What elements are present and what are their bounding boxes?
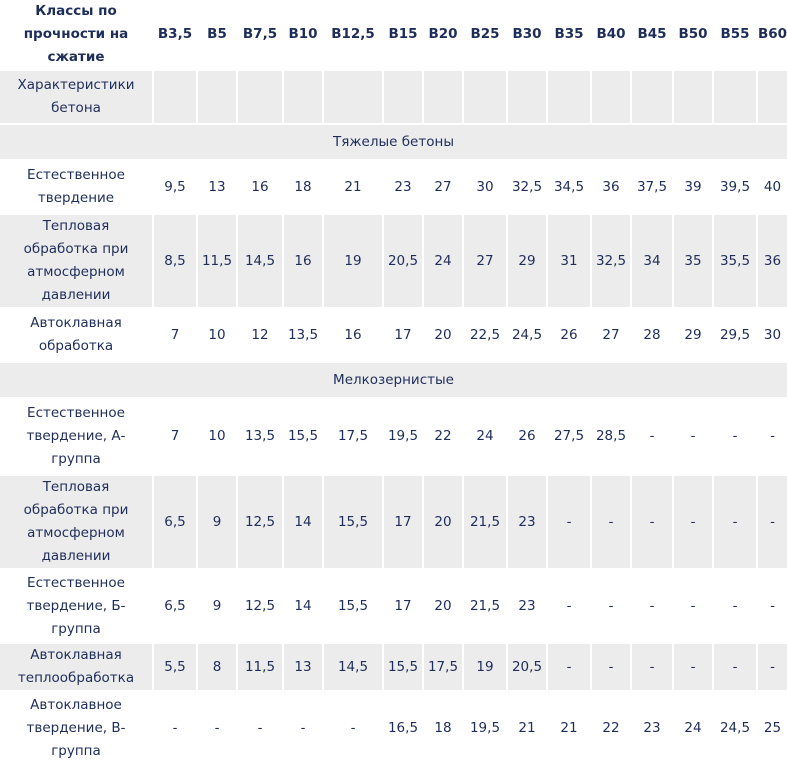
value-cell: - — [758, 644, 787, 690]
row-label: Тепловая обработка при атмосферном давлении — [0, 215, 152, 307]
row-label: Естественное твердение, Б-группа — [0, 570, 152, 642]
value-cell: 17 — [384, 570, 422, 642]
section-row-fine — [0, 363, 787, 397]
value-cell: 15,5 — [384, 644, 422, 690]
row-label: Автоклавная теплообработка — [0, 644, 152, 690]
value-cell: - — [632, 476, 672, 568]
header-class: B35 — [548, 0, 590, 69]
value-cell: 19 — [464, 644, 506, 690]
value-cell: 29 — [674, 309, 712, 361]
value-cell: 21 — [548, 692, 590, 764]
value-cell: - — [154, 692, 196, 764]
empty-cell — [714, 71, 756, 123]
value-cell: 10 — [198, 399, 236, 474]
value-cell: 16 — [324, 309, 382, 361]
value-cell: 20 — [424, 570, 462, 642]
value-cell: 17,5 — [424, 644, 462, 690]
value-cell: 16 — [284, 215, 322, 307]
value-cell: 15,5 — [284, 399, 322, 474]
value-cell: 27,5 — [548, 399, 590, 474]
value-cell: 29,5 — [714, 309, 756, 361]
value-cell: 24 — [464, 399, 506, 474]
value-cell: 13 — [284, 644, 322, 690]
value-cell: 20,5 — [508, 644, 546, 690]
value-cell: 37,5 — [632, 161, 672, 213]
empty-cell — [592, 71, 630, 123]
value-cell: 28,5 — [592, 399, 630, 474]
value-cell: 12,5 — [238, 570, 282, 642]
value-cell: 16,5 — [384, 692, 422, 764]
header-class: B40 — [592, 0, 630, 69]
value-cell: 12 — [238, 309, 282, 361]
value-cell: 32,5 — [592, 215, 630, 307]
value-cell: 20,5 — [384, 215, 422, 307]
row-label: Тепловая обработка при атмосферном давлении — [0, 476, 152, 568]
value-cell: 24,5 — [714, 692, 756, 764]
value-cell: 9,5 — [154, 161, 196, 213]
value-cell: - — [548, 476, 590, 568]
value-cell: 9 — [198, 570, 236, 642]
empty-cell — [632, 71, 672, 123]
row-label: Автоклавное твердение, В-группа — [0, 692, 152, 764]
value-cell: 34,5 — [548, 161, 590, 213]
row-label: Естественное твердение, А-группа — [0, 399, 152, 474]
header-class: B3,5 — [154, 0, 196, 69]
value-cell: - — [632, 570, 672, 642]
value-cell: 36 — [758, 215, 787, 307]
empty-cell — [674, 71, 712, 123]
value-cell: 26 — [508, 399, 546, 474]
empty-cell — [324, 71, 382, 123]
table-row — [0, 161, 787, 213]
value-cell: - — [674, 399, 712, 474]
value-cell: 21,5 — [464, 570, 506, 642]
value-cell: - — [714, 644, 756, 690]
value-cell: 7 — [154, 399, 196, 474]
value-cell: - — [592, 570, 630, 642]
value-cell: 21 — [324, 161, 382, 213]
value-cell: 35,5 — [714, 215, 756, 307]
empty-cell — [508, 71, 546, 123]
value-cell: 11,5 — [198, 215, 236, 307]
value-cell: 14,5 — [324, 644, 382, 690]
value-cell: - — [592, 476, 630, 568]
value-cell: 40 — [758, 161, 787, 213]
value-cell: 6,5 — [154, 570, 196, 642]
section-row-heavy — [0, 125, 787, 159]
header-class: B20 — [424, 0, 462, 69]
value-cell: 29 — [508, 215, 546, 307]
header-class: B5 — [198, 0, 236, 69]
value-cell: 39,5 — [714, 161, 756, 213]
value-cell: 27 — [424, 161, 462, 213]
header-class: B45 — [632, 0, 672, 69]
value-cell: 8,5 — [154, 215, 196, 307]
empty-cell — [284, 71, 322, 123]
characteristics-label: Характеристики бетона — [0, 71, 152, 123]
value-cell: 22,5 — [464, 309, 506, 361]
value-cell: 31 — [548, 215, 590, 307]
header-class: B10 — [284, 0, 322, 69]
value-cell: 14 — [284, 476, 322, 568]
empty-cell — [384, 71, 422, 123]
value-cell: 5,5 — [154, 644, 196, 690]
value-cell: - — [674, 644, 712, 690]
value-cell: 19 — [324, 215, 382, 307]
value-cell: 15,5 — [324, 570, 382, 642]
value-cell: 30 — [758, 309, 787, 361]
value-cell: 32,5 — [508, 161, 546, 213]
value-cell: 22 — [592, 692, 630, 764]
value-cell: 22 — [424, 399, 462, 474]
value-cell: 7 — [154, 309, 196, 361]
value-cell: - — [324, 692, 382, 764]
value-cell: - — [592, 644, 630, 690]
value-cell: 28 — [632, 309, 672, 361]
header-class: B60 — [758, 0, 787, 69]
value-cell: - — [714, 570, 756, 642]
empty-cell — [758, 71, 787, 123]
empty-cell — [198, 71, 236, 123]
table-row — [0, 215, 787, 307]
empty-cell — [424, 71, 462, 123]
value-cell: 14 — [284, 570, 322, 642]
value-cell: 27 — [464, 215, 506, 307]
value-cell: - — [714, 399, 756, 474]
value-cell: 35 — [674, 215, 712, 307]
value-cell: 34 — [632, 215, 672, 307]
value-cell: - — [284, 692, 322, 764]
row-label: Естественное твердение — [0, 161, 152, 213]
characteristics-row — [0, 71, 787, 123]
value-cell: 17,5 — [324, 399, 382, 474]
value-cell: 18 — [284, 161, 322, 213]
value-cell: - — [714, 476, 756, 568]
header-class: B12,5 — [324, 0, 382, 69]
table-row — [0, 692, 787, 764]
value-cell: 20 — [424, 309, 462, 361]
value-cell: 36 — [592, 161, 630, 213]
value-cell: 17 — [384, 476, 422, 568]
value-cell: 18 — [424, 692, 462, 764]
value-cell: 6,5 — [154, 476, 196, 568]
value-cell: - — [674, 570, 712, 642]
empty-cell — [464, 71, 506, 123]
value-cell: 25 — [758, 692, 787, 764]
header-row — [0, 0, 787, 69]
value-cell: 19,5 — [464, 692, 506, 764]
value-cell: 17 — [384, 309, 422, 361]
value-cell: 16 — [238, 161, 282, 213]
header-class: B25 — [464, 0, 506, 69]
value-cell: 9 — [198, 476, 236, 568]
empty-cell — [238, 71, 282, 123]
table-row — [0, 399, 787, 474]
empty-cell — [154, 71, 196, 123]
value-cell: 30 — [464, 161, 506, 213]
value-cell: - — [758, 570, 787, 642]
value-cell: 13,5 — [238, 399, 282, 474]
value-cell: 24 — [424, 215, 462, 307]
row-label: Автоклавная обработка — [0, 309, 152, 361]
value-cell: - — [548, 570, 590, 642]
value-cell: - — [238, 692, 282, 764]
header-class: B30 — [508, 0, 546, 69]
empty-cell — [548, 71, 590, 123]
value-cell: 24 — [674, 692, 712, 764]
header-class: B55 — [714, 0, 756, 69]
table-row — [0, 570, 787, 642]
table-row — [0, 309, 787, 361]
value-cell: - — [198, 692, 236, 764]
value-cell: 39 — [674, 161, 712, 213]
value-cell: 12,5 — [238, 476, 282, 568]
value-cell: 19,5 — [384, 399, 422, 474]
value-cell: 8 — [198, 644, 236, 690]
value-cell: 11,5 — [238, 644, 282, 690]
value-cell: 27 — [592, 309, 630, 361]
value-cell: 20 — [424, 476, 462, 568]
value-cell: 13 — [198, 161, 236, 213]
value-cell: 10 — [198, 309, 236, 361]
value-cell: 15,5 — [324, 476, 382, 568]
value-cell: 23 — [508, 570, 546, 642]
value-cell: 21,5 — [464, 476, 506, 568]
header-class: B50 — [674, 0, 712, 69]
value-cell: 23 — [384, 161, 422, 213]
value-cell: - — [632, 644, 672, 690]
value-cell: 24,5 — [508, 309, 546, 361]
value-cell: - — [632, 399, 672, 474]
value-cell: - — [548, 644, 590, 690]
value-cell: 14,5 — [238, 215, 282, 307]
header-class: B15 — [384, 0, 422, 69]
value-cell: 13,5 — [284, 309, 322, 361]
header-class: B7,5 — [238, 0, 282, 69]
value-cell: - — [674, 476, 712, 568]
value-cell: 26 — [548, 309, 590, 361]
value-cell: 21 — [508, 692, 546, 764]
table-row — [0, 644, 787, 690]
table-row — [0, 476, 787, 568]
value-cell: 23 — [632, 692, 672, 764]
section-title: Тяжелые бетоны — [0, 125, 787, 159]
section-title: Мелкозернистые — [0, 363, 787, 397]
value-cell: 23 — [508, 476, 546, 568]
value-cell: - — [758, 476, 787, 568]
value-cell: - — [758, 399, 787, 474]
header-class-label: Классы по прочности на сжатие — [0, 0, 152, 69]
